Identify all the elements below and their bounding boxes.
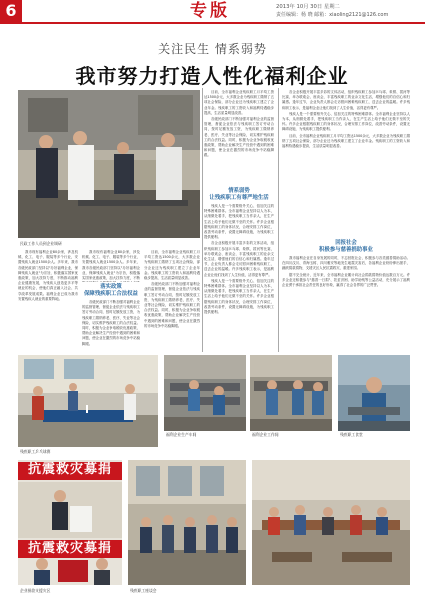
section-heading-3: 回报社会 积极参与慈善捐助事业 (319, 240, 373, 253)
paragraph: 目前，全市福利企业残疾职工月平均工资达1500余元，大多数企业为残疾职工缴纳了五项社会保险，部分企业还为残疾职工建立了企业年金。残疾职工的工资收入和福利待遇稳步提高，生活质量明显改善。 (204, 90, 274, 115)
assembly-caption: 福利企业工作间 (252, 432, 279, 437)
workshop-photo (164, 355, 246, 431)
meeting-photo (128, 460, 246, 585)
section-title: 专版 (190, 1, 230, 21)
paragraph: 各级民政部门不断加强对福利企业的监督管理，督促企业依法与残疾职工签订劳动合同，按时足额发放工资，为残疾职工缴纳养老、医疗、失业等社会保险，切实维护残疾职工的合法权益。同时，积极为企业争取税收优惠政策，帮助企业解决生产经营中遇到的困难和问题，使企业在激烈的市场竞争中站稳脚跟。 (144, 282, 200, 328)
paragraph: 残疾人是一个需要格外关心、倍加关注的特殊困难群体。全市福利企业坚持以人为本，从细微处着手，把残疾职工当作亲人，在生产生活上给予他们无微不至的关怀。许多企业根据残疾职工的身体状况，合理安排工作岗位，改善劳动条件，设置无障碍设施，为残疾职工提供便利。 (204, 204, 274, 240)
meeting-caption: 残疾职工座谈会 (130, 588, 157, 593)
page-number: 6 (0, 0, 22, 22)
worker-caption: 残疾职工食堂 (340, 432, 363, 437)
paragraph: 我市福利企业在自身发展的同时，不忘回报社会，积极参与各类慈善捐助活动。在四川汶川、青海玉树、四川雅安等地发生地震灾害后，各福利企业纷纷伸出援手，踊跃捐款捐物，支援灾区人民抗震救灾、重建家园。 (282, 256, 410, 271)
paragraph: 各企业积极开展丰富多彩的文体活动，组织残疾职工参加乒乓球、象棋、拔河等比赛，举办联欢会、座谈会，丰富残疾职工的业余文化生活，增强他们的自信心和归属感。逢年过节，企业负责人都会走访慰问困难残疾职工，送去企业的温暖。许多残疾职工表示，是福利企业让他们找到了人生价值，活得更有尊严。 (282, 90, 410, 110)
paragraph: 我市现有福利企业80余家，涉及机械、化工、电子、服装等多个行业，安置残疾人就业1500余人。多年来，我市各级民政部门坚持以"办好福利企业，保障残疾人就业"为宗旨，积极落实国家优惠政策，加大扶持力度，不断推动福利企业健康发展，为残疾人创造更多平等就业的机会，使他们真正融入社会、共享改革发展成果。福利企业已成为我市安置残疾人就业的重要阵地。 (18, 250, 78, 301)
dateline: 2013年 10月 30日 星期二 (276, 4, 340, 10)
text-column-6 (282, 90, 410, 235)
pingpong-photo (18, 355, 158, 447)
pingpong-caption: 残疾职工乒乓球赛 (20, 449, 51, 454)
text-column-4 (204, 90, 274, 185)
paragraph: 各级民政部门不断加强对福利企业的监督管理，督促企业依法与残疾职工签订劳动合同，按时足额发放工资，为残疾职工缴纳养老、医疗、失业等社会保险，切实维护残疾职工的合法权益。同时，积极为企业争取税收优惠政策，帮助企业解决生产经营中遇到的困难和问题，使企业在激烈的市场竞争中站稳脚跟。 (82, 300, 140, 346)
paragraph: 各级民政部门不断加强对福利企业的监督管理，督促企业依法与残疾职工签订劳动合同，按时足额发放工资，为残疾职工缴纳养老、医疗、失业等社会保险，切实维护残疾职工的合法权益。同时，积极为企业争取税收优惠政策，帮助企业解决生产经营中遇到的困难和问题，使企业在激烈的市场竞争中站稳脚跟。 (204, 117, 274, 158)
paragraph: 据不完全统计，近年来，全市福利企业累计向社会捐款捐物价值达数百万元。许多企业还积极参与"慈善一日捐"、扶贫济困、助学助残等公益活动，充分展示了福利企业勇于承担社会责任的良好形象，赢得了社会各界的广泛赞誉。 (282, 272, 410, 288)
text-column-2 (82, 300, 140, 352)
paragraph: 目前，全市福利企业残疾职工月平均工资达1500余元，大多数企业为残疾职工缴纳了五项社会保险，部分企业还为残疾职工建立了企业年金。残疾职工的工资收入和福利待遇稳步提高，生活质量明显改善。 (144, 250, 200, 281)
text-column-7 (282, 256, 410, 352)
article-subtitle: 关注民生 情系弱势 (158, 42, 267, 56)
column-divider (278, 88, 279, 352)
leaders-photo (18, 90, 200, 238)
canteen-photo (252, 460, 410, 585)
workshop-caption: 福利企业生产车间 (166, 432, 197, 437)
header-rule (0, 22, 425, 24)
paragraph: 残疾人是一个需要格外关心、倍加关注的特殊困难群体。全市福利企业坚持以人为本，从细微处着手，把残疾职工当作亲人，在生产生活上给予他们无微不至的关怀。许多企业根据残疾职工的身体状况，合理安排工作岗位，改善劳动条件，设置无障碍设施，为残疾职工提供便利。 (282, 111, 410, 132)
section-heading-1: 落实政策 保障残疾职工合法权益 (84, 284, 138, 297)
paragraph: 残疾人是一个需要格外关心、倍加关注的特殊困难群体。全市福利企业坚持以人为本，从细微处着手，把残疾职工当作亲人，在生产生活上给予他们无微不至的关怀。许多企业根据残疾职工的身体状况，合理安排工作岗位，改善劳动条件，设置无障碍设施，为残疾职工提供便利。 (204, 278, 274, 315)
editor-line: 责任编辑：杨 晓 邮箱：xiaoling2121@126.com (276, 12, 389, 18)
banner-caption: 企业捐款支援灾区 (20, 588, 51, 593)
worker-photo (338, 355, 410, 431)
text-column-1 (18, 250, 78, 350)
assembly-photo (250, 355, 332, 431)
paragraph: 目前，全市福利企业残疾职工月平均工资达1500余元，大多数企业为残疾职工缴纳了五项社会保险，部分企业还为残疾职工建立了企业年金。残疾职工的工资收入和福利待遇稳步提高，生活质量明显改善。 (282, 133, 410, 149)
article-headline: 我市努力打造人性化福利企业 (75, 64, 349, 88)
text-column-3 (144, 250, 200, 352)
leaders-caption: 民政工作人员到企业调研 (20, 241, 62, 246)
paragraph: 各企业积极开展丰富多彩的文体活动，组织残疾职工参加乒乓球、象棋、拔河等比赛，举办联欢会、座谈会，丰富残疾职工的业余文化生活，增强他们的自信心和归属感。逢年过节，企业负责人都会走访慰问困难残疾职工，送去企业的温暖。许多残疾职工表示，是福利企业让他们找到了人生价值，活得更有尊严。 (204, 241, 274, 277)
text-column-5 (204, 204, 274, 352)
banner-text-bottom: 抗震救灾募捐 (27, 541, 112, 556)
section-heading-2: 情系弱势 让残疾职工有尊严地生活 (209, 188, 269, 201)
text-column-1b (82, 250, 140, 282)
banner-text-top: 抗震救灾募捐 (27, 462, 112, 477)
paragraph: 我市现有福利企业80余家，涉及机械、化工、电子、服装等多个行业，安置残疾人就业1500余人。多年来，我市各级民政部门坚持以"办好福利企业，保障残疾人就业"为宗旨，积极落实国家优惠政策，加大扶持力度，不断 (82, 250, 140, 281)
column-divider (202, 88, 203, 352)
